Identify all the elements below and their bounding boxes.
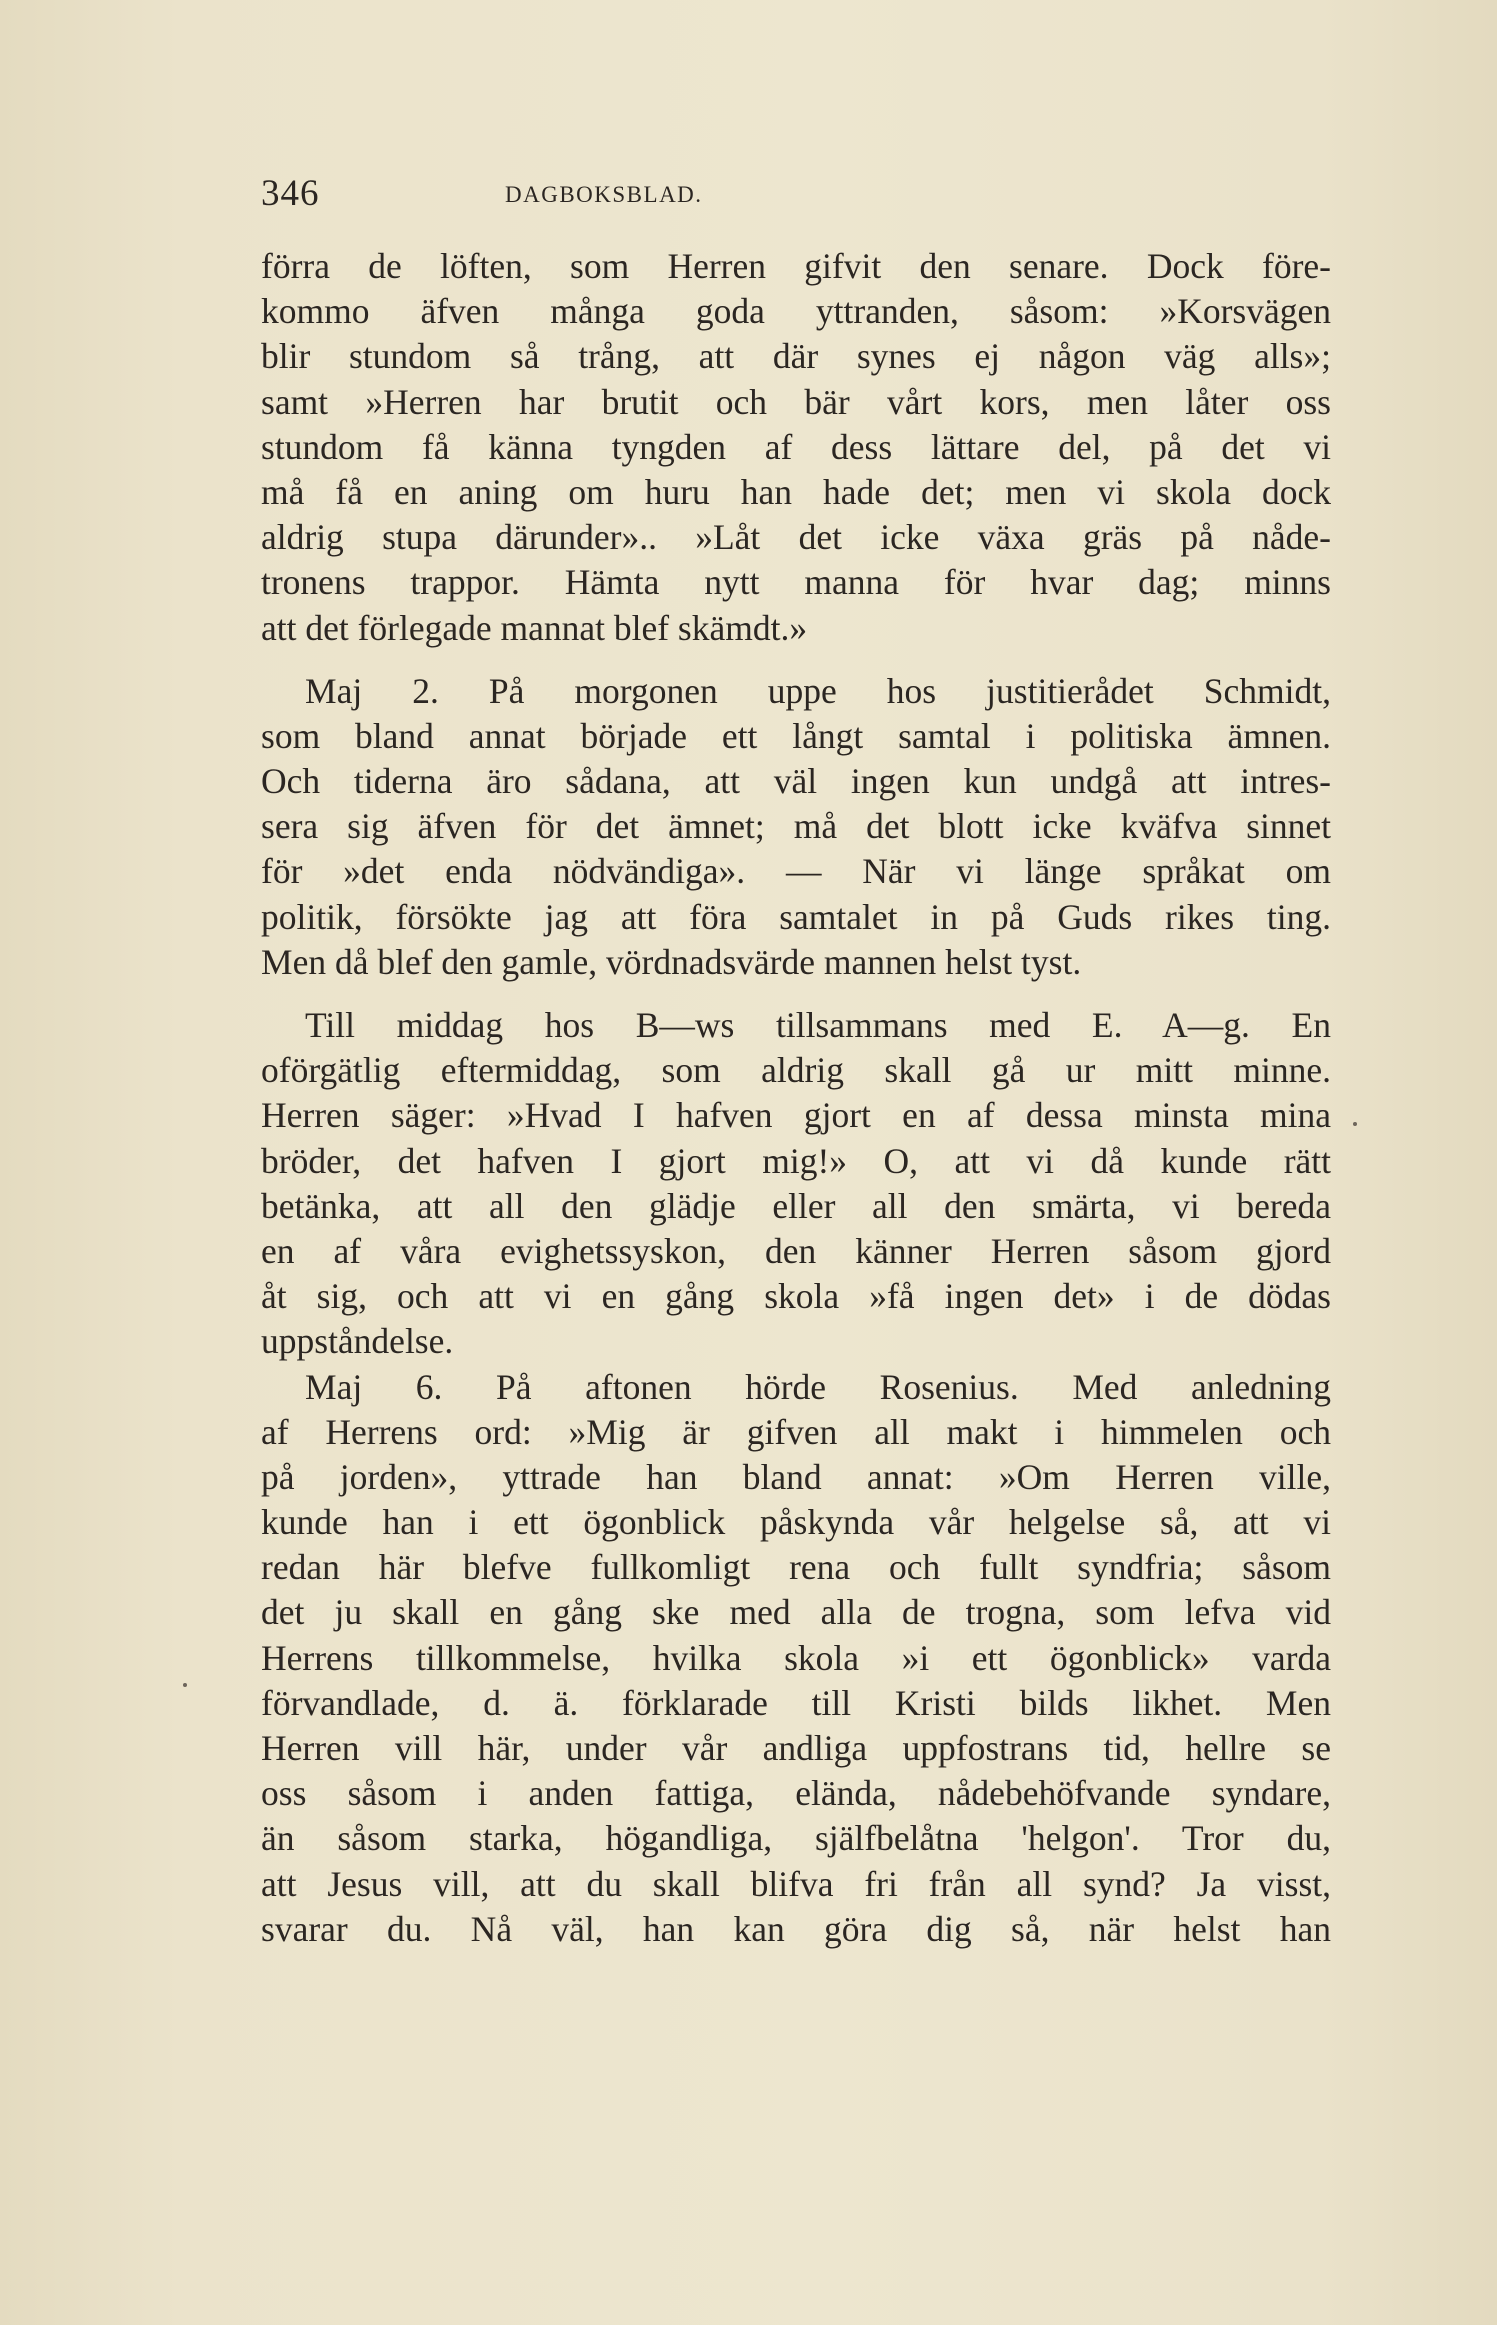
paragraph [261, 1003, 1331, 1365]
paper-speck [1353, 1122, 1357, 1126]
text-line: en af våra evighetssyskon, den känner Herren såsom gjord [261, 1230, 1331, 1271]
text-line: sera sig äfven för det ämnet; må det blott icke kväfva sinnet [261, 806, 1331, 847]
text-line: att Jesus vill, att du skall blifva fri från all synd? Ja visst, [261, 1863, 1331, 1904]
text-line: stundom få känna tyngden af dess lättare del, på det vi [261, 426, 1331, 467]
page-number: 346 [261, 173, 320, 214]
text-line: oförgätlig eftermiddag, som aldrig skall gå ur mitt minne. [261, 1050, 1331, 1091]
text-line: Maj 2. På morgonen uppe hos justitierådet Schmidt, [305, 670, 1331, 711]
text-line: förra de löften, som Herren gifvit den senare. Dock före- [261, 246, 1331, 286]
text-line: tronens trappor. Hämta nytt manna för hvar dag; minns [261, 562, 1331, 603]
text-line: Herrens tillkommelse, hvilka skola »i ett ögonblick» varda [261, 1637, 1331, 1678]
text-line: Maj 6. På aftonen hörde Rosenius. Med anledning [305, 1366, 1331, 1407]
text-line: kommo äfven många goda yttranden, såsom: »Korsvägen [261, 291, 1331, 332]
text-line: Herren säger: »Hvad I hafven gjort en af dessa minsta mina [261, 1095, 1331, 1136]
text-line: bröder, det hafven I gjort mig!» O, att vi då kunde rätt [261, 1140, 1331, 1181]
text-line: aldrig stupa därunder».. »Låt det icke växa gräs på nåde- [261, 517, 1331, 558]
text-line: förvandlade, d. ä. förklarade till Kristi bilds likhet. Men [261, 1682, 1331, 1723]
paragraph [261, 669, 1331, 985]
text-line: på jorden», yttrade han bland annat: »Om Herren ville, [261, 1456, 1331, 1497]
paragraph [261, 244, 1331, 651]
text-line: svarar du. Nå väl, han kan göra dig så, när helst han [261, 1908, 1331, 1949]
text-line: af Herrens ord: »Mig är gifven all makt i himmelen och [261, 1411, 1331, 1452]
text-line: för »det enda nödvändiga». — När vi länge språkat om [261, 851, 1331, 892]
paper-speck [183, 1683, 187, 1687]
text-line: Herren vill här, under vår andliga uppfostrans tid, hellre se [261, 1728, 1331, 1768]
text-line: åt sig, och att vi en gång skola »få ingen det» i de dödas [261, 1276, 1331, 1317]
text-line: uppståndelse. [261, 1321, 454, 1362]
text-line: att det förlegade mannat blef skämdt.» [261, 607, 808, 648]
running-title: DAGBOKSBLAD. [505, 182, 703, 207]
text-line: samt »Herren har brutit och bär vårt kors, men låter oss [261, 381, 1331, 422]
text-line: som bland annat började ett långt samtal i politiska ämnen. [261, 715, 1331, 756]
text-line: blir stundom så trång, att där synes ej någon väg alls»; [261, 336, 1331, 377]
text-line: må få en aning om huru han hade det; men vi skola dock [261, 471, 1331, 512]
paragraph [261, 1365, 1331, 1952]
page-header [261, 172, 1331, 224]
text-line: redan här blefve fullkomligt rena och fullt syndfria; såsom [261, 1547, 1331, 1588]
text-line: Till middag hos B—ws tillsammans med E. A—g. En [305, 1005, 1331, 1045]
text-line: Och tiderna äro sådana, att väl ingen kun undgå att intres- [261, 761, 1331, 802]
text-line: kunde han i ett ögonblick påskynda vår helgelse så, att vi [261, 1502, 1331, 1543]
text-line: politik, försökte jag att föra samtalet in på Guds rikes ting. [261, 896, 1331, 937]
text-line: betänka, att all den glädje eller all den smärta, vi bereda [261, 1185, 1331, 1226]
text-line: det ju skall en gång ske med alla de trogna, som lefva vid [261, 1592, 1331, 1633]
text-line: än såsom starka, högandliga, själfbelåtna 'helgon'. Tror du, [261, 1818, 1331, 1859]
text-line: Men då blef den gamle, vördnadsvärde mannen helst tyst. [261, 941, 1082, 982]
body-text [261, 244, 1331, 1952]
text-line: oss såsom i anden fattiga, elända, nådebehöfvande syndare, [261, 1773, 1331, 1814]
